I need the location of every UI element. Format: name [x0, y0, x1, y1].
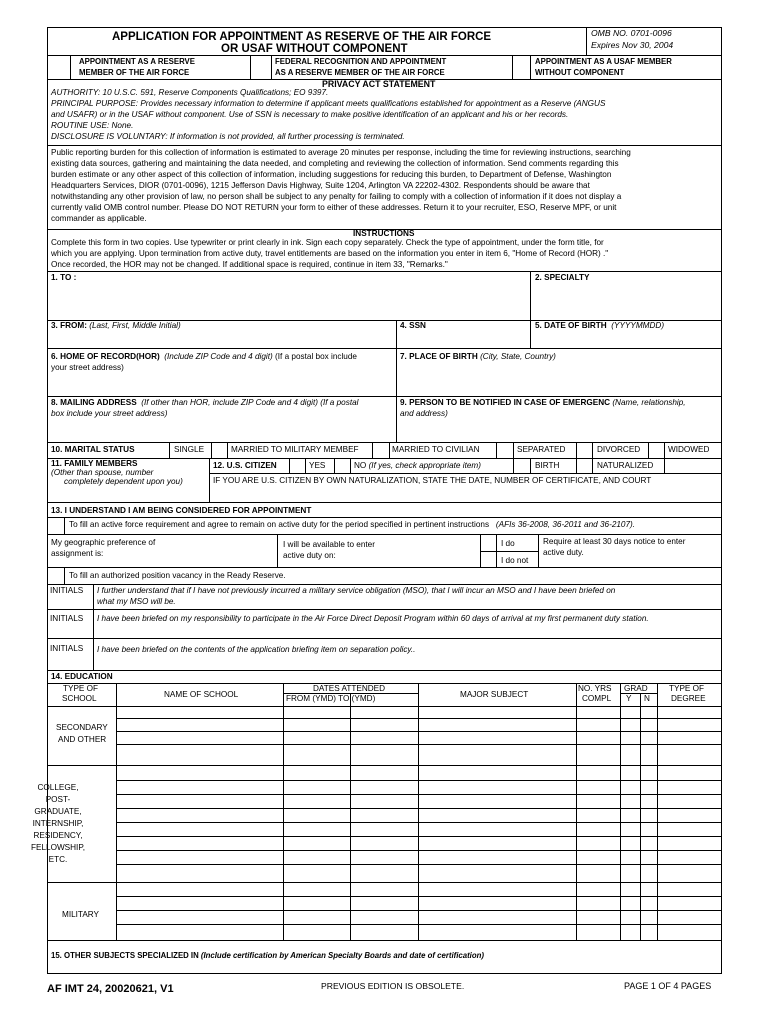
college-label-line: INTERNSHIP, — [32, 819, 84, 828]
checkbox-i-do-not[interactable] — [481, 552, 495, 566]
type-of-degree-header-line2: DEGREE — [671, 694, 706, 703]
checkbox-active-force[interactable] — [48, 518, 63, 533]
family-members-hint2: completely dependent upon you) — [64, 477, 183, 486]
no-yrs-header: NO. YRS — [578, 684, 612, 693]
burden-line: commander as applicable. — [51, 214, 147, 223]
form-id: AF IMT 24, 20020621, V1 — [47, 983, 174, 995]
previous-edition-note: PREVIOUS EDITION IS OBSOLETE. — [321, 981, 465, 991]
secondary-label-line2: AND OTHER — [58, 735, 107, 744]
emergency-contact-hint-line2: and address) — [400, 409, 448, 418]
option-federal-recognition-line1: FEDERAL RECOGNITION AND APPOINTMENT — [275, 57, 447, 66]
available-date-field[interactable] — [375, 535, 479, 566]
pob-hint: (City, State, Country) — [480, 352, 556, 361]
burden-line: notwithstanding any other provision of law, no person shall be subject to any penalty for failing to comply with a collection of information if it does not display a — [51, 192, 622, 201]
notice-text-line1: Require at least 30 days notice to enter — [543, 537, 686, 546]
place-of-birth-field[interactable] — [397, 364, 720, 395]
option-federal-recognition-line2: AS A RESERVE MEMBER OF THE AIR FORCE — [275, 68, 445, 77]
citizen-no-hint: (If yes, check appropriate item) — [368, 461, 481, 470]
mso-statement-line2: what my MSO will be. — [97, 597, 176, 606]
option-usaf-member-line2: WITHOUT COMPONENT — [535, 68, 625, 77]
us-citizen-label: 12. U.S. CITIZEN — [213, 461, 277, 470]
privacy-disclosure: DISCLOSURE IS VOLUNTARY: If information is not provided, all further processing is terminated. — [51, 132, 405, 141]
from-label: 3. FROM: — [51, 321, 87, 330]
dob-hint: (YYYYMMDD) — [611, 321, 665, 330]
form-title-line1: APPLICATION FOR APPOINTMENT AS RESERVE OF THE AIR FORCE — [112, 31, 492, 43]
checkbox-married-military[interactable] — [373, 443, 388, 457]
omb-number: OMB NO. 0701-0096 — [591, 28, 672, 38]
grad-yes-header: Y — [626, 694, 632, 703]
marital-option-separated: SEPARATED — [517, 445, 566, 454]
geographic-preference-label-line1: My geographic preference of — [51, 538, 156, 547]
citizen-birth-label: BIRTH — [535, 461, 560, 470]
initials-label-deposit: INITIALS — [50, 614, 84, 623]
option-reserve-member-line1: APPOINTMENT AS A RESERVE — [79, 57, 195, 66]
option-usaf-member-line1: APPOINTMENT AS A USAF MEMBER — [535, 57, 672, 66]
mso-statement-line1: I further understand that if I have not previously incurred a military service obligation (MSO), that I will incur an MSO and I have been briefed on — [97, 586, 616, 595]
family-members-hint1: (Other than spouse, number — [51, 468, 154, 477]
type-of-school-header-line1: TYPE OF — [63, 684, 99, 693]
type-of-school-header-line2: SCHOOL — [62, 694, 97, 703]
marital-option-single: SINGLE — [174, 445, 205, 454]
instructions-line: Once recorded, the HOR may not be changed. If additional space is required, continue in item 33, "Remarks." — [51, 260, 448, 269]
secondary-education-rows[interactable] — [117, 707, 720, 764]
college-label-line: ETC. — [48, 855, 68, 864]
checkbox-usaf-without-component[interactable] — [512, 56, 530, 78]
other-subjects-field[interactable] — [48, 962, 720, 972]
mailing-address-field[interactable] — [48, 421, 395, 441]
naturalization-details-field[interactable] — [210, 487, 720, 501]
checkbox-citizen-naturalized[interactable] — [577, 459, 591, 472]
direct-deposit-statement: I have been briefed on my responsibility to participate in the Air Force Direct Deposit Program within 60 days of arrival at my first permanent duty station. — [97, 614, 649, 623]
marital-option-divorced: DIVORCED — [597, 445, 641, 454]
privacy-authority: AUTHORITY: 10 U.S.C. 591, Reserve Components Qualifications; EO 9397. — [51, 88, 329, 97]
omb-expiration: Expires Nov 30, 2004 — [591, 40, 674, 50]
item13-label: 13. I UNDERSTAND I AM BEING CONSIDERED FOR APPOINTMENT — [51, 506, 312, 515]
compl-header: COMPL — [582, 694, 612, 703]
military-education-label: MILITARY — [62, 910, 100, 919]
available-date-label-line2: active duty on: — [283, 551, 336, 560]
college-education-rows[interactable] — [117, 766, 720, 881]
to-label: 1. TO : — [51, 273, 77, 282]
checkbox-citizen-no[interactable] — [335, 459, 349, 472]
initials-field-mso[interactable] — [48, 597, 92, 608]
name-of-school-header: NAME OF SCHOOL — [164, 690, 239, 699]
specialty-field[interactable] — [531, 284, 720, 319]
marital-status-label: 10. MARITAL STATUS — [51, 445, 135, 454]
instructions-heading: INSTRUCTIONS — [353, 229, 415, 238]
specialty-label: 2. SPECIALTY — [535, 273, 590, 282]
dob-field[interactable] — [531, 332, 720, 347]
secondary-label-line1: SECONDARY — [56, 723, 108, 732]
instructions-line: Complete this form in two copies. Use typewriter or print clearly in ink. Sign each copy separately. Check the type of appointment, under the form title, for — [51, 238, 604, 247]
geographic-preference-label-line2: assignment is: — [51, 549, 104, 558]
family-members-label: 11. FAMILY MEMBERS — [51, 459, 138, 468]
active-force-text: To fill an active force requirement and agree to remain on active duty for the period specified in pertinent instructions — [69, 520, 490, 529]
checkbox-ready-reserve[interactable] — [48, 568, 63, 583]
from-to-header: FROM (YMD) TO (YMD) — [286, 694, 376, 703]
college-label-line: RESIDENCY, — [33, 831, 83, 840]
checkbox-divorced[interactable] — [649, 443, 663, 457]
checkbox-single[interactable] — [212, 443, 226, 457]
college-label-line: POST- — [45, 795, 71, 804]
privacy-routine-use: ROUTINE USE: None. — [51, 121, 134, 130]
checkbox-married-civilian[interactable] — [497, 443, 512, 457]
burden-line: existing data sources, gathering and maintaining the data needed, and completing and reviewing the collection of information. Send comments regarding this — [51, 159, 619, 168]
type-of-degree-header-line1: TYPE OF — [669, 684, 705, 693]
family-members-field[interactable] — [48, 487, 208, 501]
marital-option-married-military: MARRIED TO MILITARY MEMBEF — [231, 445, 359, 454]
privacy-act-heading: PRIVACY ACT STATEMENT — [322, 79, 436, 89]
hor-hint-street: your street address) — [51, 363, 124, 372]
option-reserve-member-line2: MEMBER OF THE AIR FORCE — [79, 68, 190, 77]
ssn-field[interactable] — [397, 332, 529, 347]
mailing-hint: (If other than HOR, include ZIP Code and 4 digit) (If a postal — [141, 398, 359, 407]
checkbox-separated[interactable] — [577, 443, 591, 457]
burden-line: Public reporting burden for this collection of information is estimated to average 20 minutes per response, including the time for reviewing instructions, searching — [51, 148, 631, 157]
marital-option-widowed: WIDOWED — [668, 445, 710, 454]
major-subject-header: MAJOR SUBJECT — [460, 690, 529, 699]
available-date-label-line1: I will be available to enter — [283, 540, 375, 549]
hor-label: 6. HOME OF RECORD(HOR) — [51, 352, 160, 361]
burden-line: Headquarters Services, DIOR (0701-0096), 1215 Jefferson Davis Highway, Suite 1204, Arlington VA 22202-4302. Respondents should be aware that — [51, 181, 590, 190]
college-label-line: FELLOWSHIP, — [31, 843, 85, 852]
form-title-line2: OR USAF WITHOUT COMPONENT — [221, 43, 408, 55]
emergency-contact-field[interactable] — [397, 421, 720, 441]
mailing-label: 8. MAILING ADDRESS — [51, 398, 137, 407]
checkbox-citizen-birth[interactable] — [514, 459, 529, 472]
burden-line: burden estimate or any other aspect of this collection of information, including suggestions for reducing this burden, to Department of Defense, Washington — [51, 170, 612, 179]
hor-hint: (Include ZIP Code and 4 digit) — [164, 352, 273, 361]
checkbox-i-do[interactable] — [481, 535, 495, 550]
privacy-purpose-line2: and USAFR) or in the USAF without component. Use of SSN is necessary to make positive identification of an applicant and his or her records. — [51, 110, 569, 119]
citizen-naturalized-label: NATURALIZED — [597, 461, 654, 470]
dates-attended-header: DATES ATTENDED — [313, 684, 386, 693]
initials-field-deposit[interactable] — [48, 624, 92, 637]
marital-option-married-civilian: MARRIED TO CIVILIAN — [392, 445, 480, 454]
geographic-preference-field[interactable] — [170, 535, 276, 566]
burden-line: currently valid OMB control number. Please DO NOT RETURN your form to either of these addresses. Return it to your recruiter, ESO, Reserve MPF, or unit — [51, 203, 617, 212]
other-subjects-hint: (Include certification by American Specialty Boards and date of certification) — [200, 951, 484, 960]
checkbox-federal-recognition[interactable] — [250, 56, 270, 78]
grad-header: GRAD — [624, 684, 648, 693]
privacy-purpose-line1: PRINCIPAL PURPOSE: Provides necessary information to determine if applicant meets qualifications established for appointment as a Reserve (ANGUS — [51, 99, 606, 108]
page-number: PAGE 1 OF 4 PAGES — [624, 981, 712, 991]
i-do-label: I do — [501, 539, 515, 548]
right-border — [721, 27, 722, 973]
initials-label-separation: INITIALS — [50, 644, 84, 653]
home-of-record-field[interactable] — [48, 375, 395, 395]
i-do-not-label: I do not — [501, 556, 529, 565]
pob-label: 7. PLACE OF BIRTH — [400, 352, 478, 361]
naturalization-note: IF YOU ARE U.S. CITIZEN BY OWN NATURALIZATION, STATE THE DATE, NUMBER OF CERTIFICATE, AND COURT — [213, 476, 652, 485]
education-label: 14. EDUCATION — [51, 672, 113, 681]
emergency-contact-label: 9. PERSON TO BE NOTIFIED IN CASE OF EMERGENC — [400, 398, 611, 407]
instructions-line: which you are applying. Upon termination from active duty, travel entitlements are based on the information you enter in item 6, "Home of Record (HOR) ." — [51, 249, 609, 258]
other-subjects-label: 15. OTHER SUBJECTS SPECIALIZED IN — [51, 951, 199, 960]
emergency-contact-hint: (Name, relationship, — [612, 398, 686, 407]
hor-hint-postal: (If a postal box include — [275, 352, 357, 361]
from-name-field[interactable] — [48, 332, 395, 347]
citizen-no-label: NO — [354, 461, 367, 470]
separation-policy-statement: I have been briefed on the contents of the application briefing item on separation policy.. — [97, 645, 416, 654]
military-education-rows[interactable] — [117, 883, 720, 939]
grad-no-header: N — [644, 694, 650, 703]
ssn-label: 4. SSN — [400, 321, 426, 330]
citizen-yes-label: YES — [309, 461, 326, 470]
from-hint: (Last, First, Middle Initial) — [89, 321, 181, 330]
college-label-line: COLLEGE, — [37, 783, 79, 792]
mailing-hint-line2: box include your street address) — [51, 409, 168, 418]
checkbox-reserve-member[interactable] — [48, 56, 70, 78]
dob-label: 5. DATE OF BIRTH — [535, 321, 607, 330]
initials-field-separation[interactable] — [48, 655, 92, 669]
notice-text-line2: active duty. — [543, 548, 584, 557]
college-label-line: GRADUATE, — [34, 807, 82, 816]
checkbox-citizen-yes[interactable] — [290, 459, 304, 472]
to-field[interactable] — [48, 284, 529, 319]
active-force-reference: (AFIs 36-2008, 36-2011 and 36-2107). — [495, 520, 636, 529]
initials-label-mso: INITIALS — [50, 586, 84, 595]
ready-reserve-text: To fill an authorized position vacancy in the Ready Reserve. — [69, 571, 286, 580]
